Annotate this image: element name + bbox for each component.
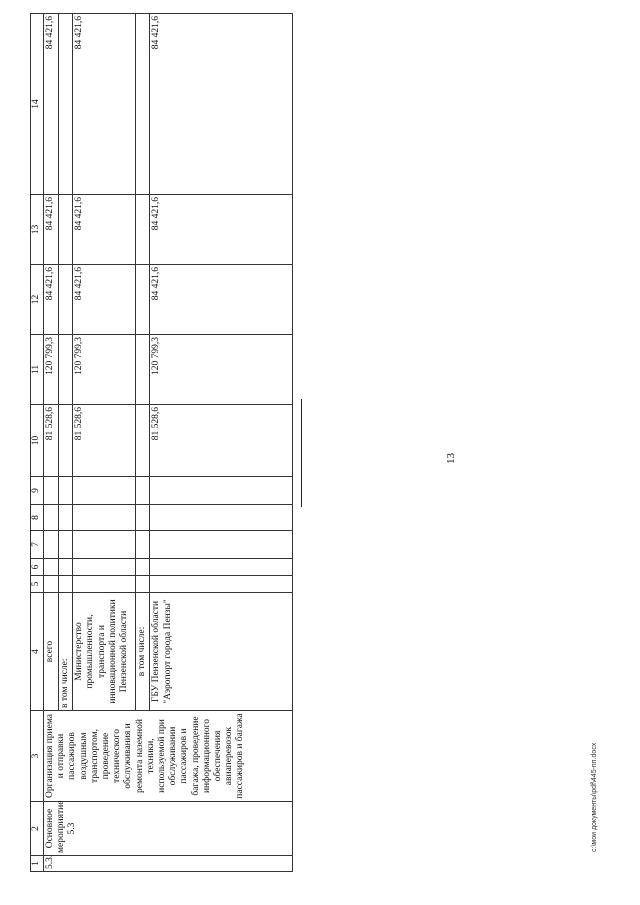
table-row-total: [44, 14, 59, 872]
col-header: 1: [31, 856, 44, 872]
row-label: всего: [44, 593, 59, 711]
col-header: 5: [31, 576, 44, 593]
separator-line: [301, 399, 302, 507]
cell-value: 84 421,6: [44, 14, 59, 195]
cell-value: 84 421,6: [44, 195, 59, 265]
program-table: [30, 13, 293, 872]
event-description: Организация приема и отправки пассажиров воздушным транспортом, проведение технического обслуживания и ремонта наземной техники, используемой при обслуживании пассажиров и багажа, проведение информационного обеспечения авиаперевозок пассажиров и багажа: [44, 711, 293, 802]
footer-file-path: c:\мои документы\pdf\445-пп.docx: [591, 742, 598, 852]
cell-value: 84 421,6: [73, 14, 136, 195]
table-header-row: [31, 14, 44, 872]
col-header: 11: [31, 335, 44, 405]
col-header: 7: [31, 531, 44, 559]
col-header: 13: [31, 195, 44, 265]
cell-value: 84 421,6: [150, 195, 293, 265]
col-header: 14: [31, 14, 44, 195]
cell-value: 81 528,6: [44, 405, 59, 477]
cell-value: 84 421,6: [73, 265, 136, 335]
cell-value: 84 421,6: [150, 14, 293, 195]
col-header: 10: [31, 405, 44, 477]
cell-value: 120 799,3: [150, 335, 293, 405]
event-name: Основное мероприятие 5.3: [44, 802, 293, 856]
col-header: 4: [31, 593, 44, 711]
row-label: в том числе:: [136, 593, 150, 711]
cell-value: 81 528,6: [73, 405, 136, 477]
cell-value: 120 799,3: [73, 335, 136, 405]
cell-value: 81 528,6: [150, 405, 293, 477]
cell-value: 84 421,6: [73, 195, 136, 265]
row-label: ГБУ Пензенской области "Аэропорт города Пензы": [150, 593, 293, 711]
cell-value: 120 799,3: [44, 335, 59, 405]
col-header: 9: [31, 477, 44, 505]
page-number: 13: [445, 453, 457, 464]
cell-value: 84 421,6: [44, 265, 59, 335]
col-header: 2: [31, 802, 44, 856]
col-header: 3: [31, 711, 44, 802]
col-header: 8: [31, 505, 44, 531]
event-number: 5.3.: [44, 856, 293, 872]
col-header: 6: [31, 559, 44, 576]
cell-value: 84 421,6: [150, 265, 293, 335]
row-label: в том числе:: [59, 593, 73, 711]
col-header: 12: [31, 265, 44, 335]
row-label: Министерство промышленности, транспорта и инновационной политики Пензенской области: [73, 593, 136, 711]
